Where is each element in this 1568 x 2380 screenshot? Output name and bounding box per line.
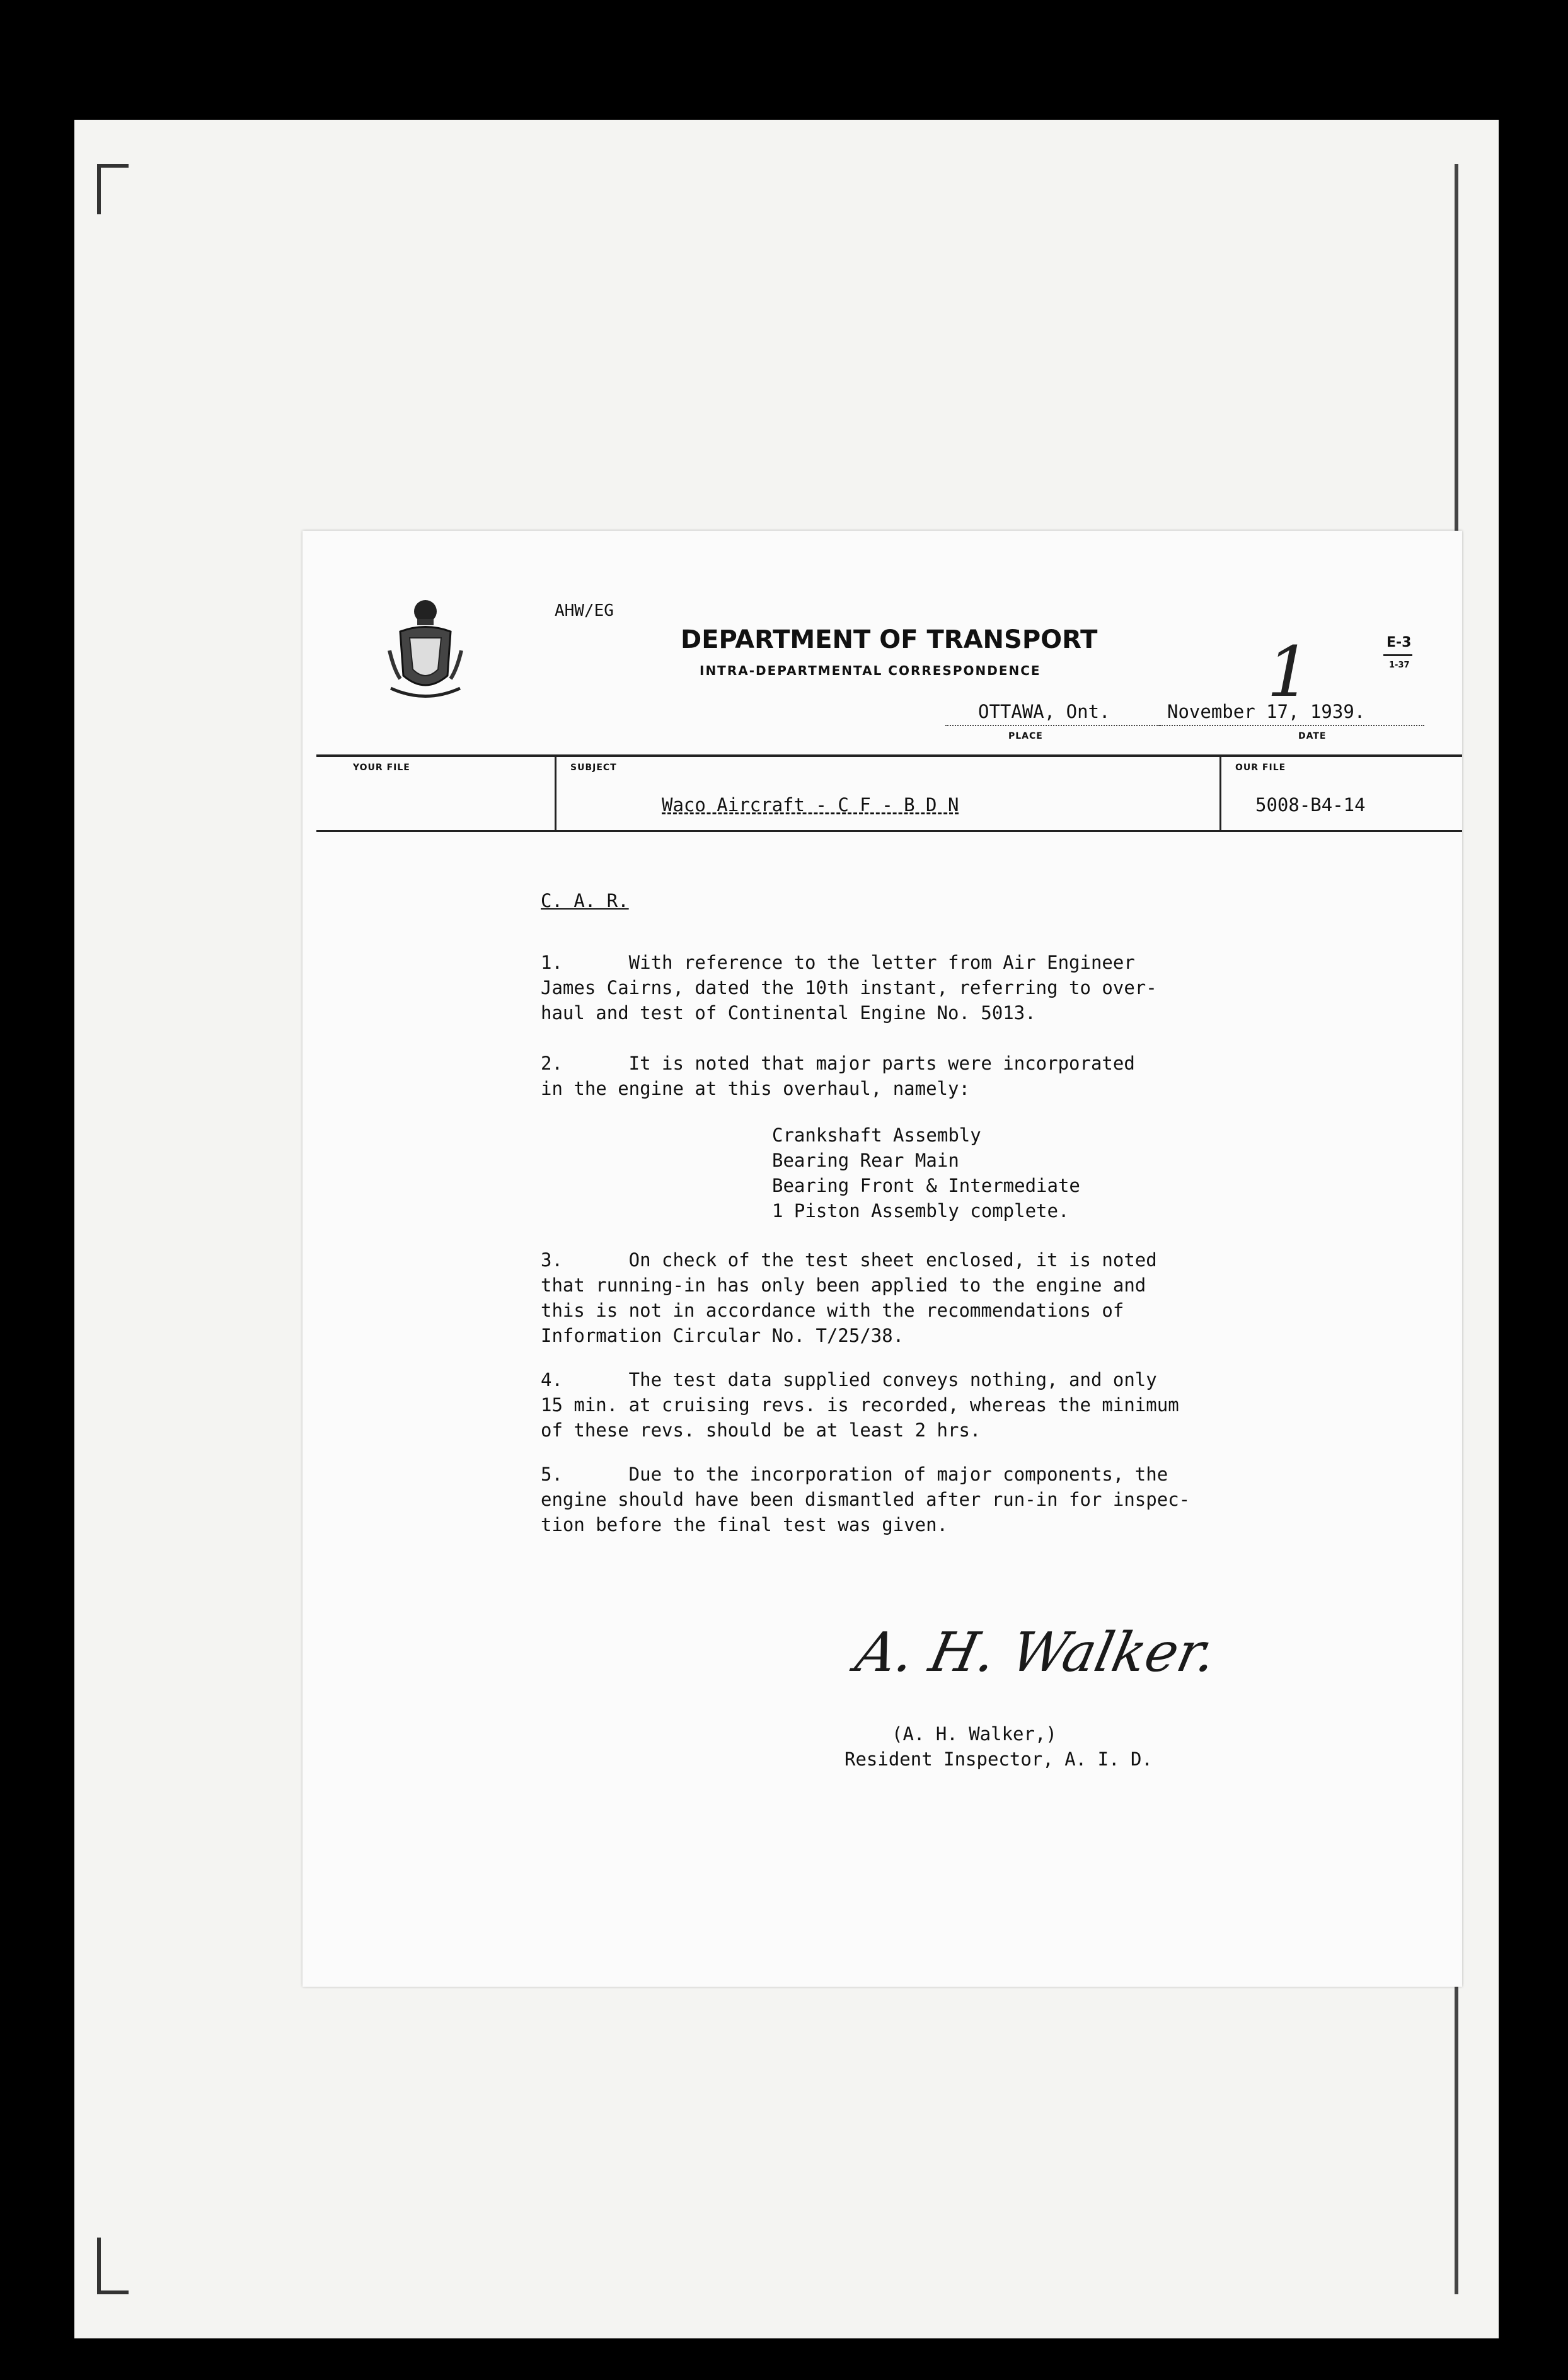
place-label: PLACE [1008,731,1043,741]
paragraph-line: 3. On check of the test sheet enclosed, it is noted [541,1249,1157,1271]
page-mark: 1 [1267,632,1311,712]
your-file-label: YOUR FILE [353,763,410,773]
our-file-label: OUR FILE [1235,763,1286,773]
form-date: 1-37 [1389,661,1410,670]
signatory-title: Resident Inspector, A. I. D. [845,1748,1153,1770]
place-dotted-line [945,725,1160,726]
paragraph-line: of these revs. should be at least 2 hrs. [541,1419,981,1441]
crop-mark-top-left-h [97,164,129,168]
paragraph-line: 1. With reference to the letter from Air Engineer [541,952,1135,973]
paragraph-line: engine should have been dismantled after run-in for inspec- [541,1489,1190,1510]
paragraph-line: this is not in accordance with the recommendations of [541,1300,1124,1321]
file-row-divider-2 [1219,754,1221,831]
list-item: Crankshaft Assembly [772,1124,981,1146]
file-row-top-rule [316,754,1462,757]
subject-label: SUBJECT [570,763,617,773]
paragraph-line: 4. The test data supplied conveys nothing, and only [541,1369,1157,1390]
list-item: 1 Piston Assembly complete. [772,1200,1069,1222]
file-row-bottom-rule [316,830,1462,832]
form-number-rule [1383,654,1412,656]
addressee: C. A. R. [541,890,629,911]
list-item: Bearing Rear Main [772,1150,959,1171]
department-title: DEPARTMENT OF TRANSPORT [681,625,1098,654]
paragraph-line: 5. Due to the incorporation of major components, the [541,1464,1168,1485]
handwritten-signature: A. H. Walker. [850,1621,1222,1684]
coat-of-arms-icon [384,594,466,701]
paragraph-line: 2. It is noted that major parts were incorporated [541,1053,1135,1074]
crop-mark-top-left [97,164,101,214]
paragraph-line: Information Circular No. T/25/38. [541,1325,904,1346]
crop-mark-bottom-left-h [97,2290,129,2294]
date-dotted-line [1160,725,1424,726]
paragraph-line: that running-in has only been applied to the engine and [541,1274,1146,1296]
date-label: DATE [1298,731,1327,741]
form-number: E-3 [1386,635,1412,650]
file-row-divider-1 [555,754,556,831]
memo-sheet [303,531,1462,1987]
place-value: OTTAWA, Ont. [978,701,1110,722]
paragraph-line: in the engine at this overhaul, namely: [541,1078,970,1099]
paragraph-line: haul and test of Continental Engine No. 5013. [541,1002,1036,1024]
paragraph-line: tion before the final test was given. [541,1514,948,1535]
subject-value: Waco Aircraft - C F - B D N [662,794,959,816]
list-item: Bearing Front & Intermediate [772,1175,1080,1196]
date-value: November 17, 1939. [1167,701,1366,722]
our-file-value: 5008-B4-14 [1255,794,1366,816]
paragraph-line: 15 min. at cruising revs. is recorded, whereas the minimum [541,1394,1179,1416]
paragraph-line: James Cairns, dated the 10th instant, referring to over- [541,977,1157,998]
author-initials: AHW/EG [555,601,614,620]
crop-mark-bottom-left [97,2238,101,2294]
correspondence-subtitle: INTRA-DEPARTMENTAL CORRESPONDENCE [700,663,1041,678]
signatory-name: (A. H. Walker,) [892,1723,1057,1745]
